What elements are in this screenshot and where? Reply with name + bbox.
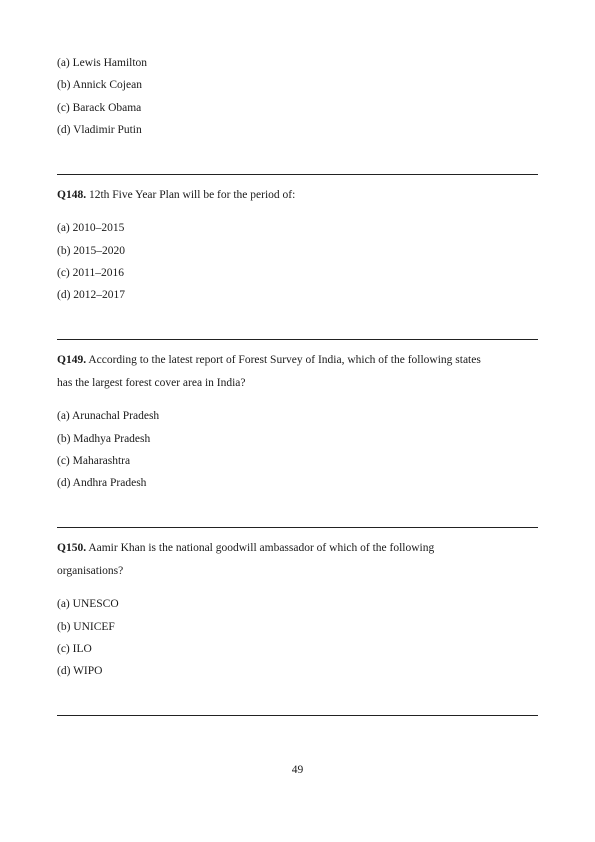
q148-option-c: (c) 2011–2016 bbox=[57, 267, 124, 279]
question-150 bbox=[57, 541, 434, 555]
q149-option-c: (c) Maharashtra bbox=[57, 455, 131, 467]
q150-option-c: (c) ILO bbox=[57, 643, 92, 655]
q150-option-d: (d) WIPO bbox=[57, 665, 103, 677]
page-number: 49 bbox=[291, 764, 304, 776]
q150-option-b: (b) UNICEF bbox=[57, 621, 115, 633]
divider-rule bbox=[57, 174, 538, 175]
question-number: Q148. bbox=[57, 189, 87, 201]
q149-option-a: (a) Arunachal Pradesh bbox=[57, 410, 160, 422]
question-148 bbox=[57, 188, 295, 202]
prev-option-c: (c) Barack Obama bbox=[57, 102, 142, 114]
divider-rule bbox=[57, 715, 538, 716]
question-text: Aamir Khan is the national goodwill ambassador of which of the following bbox=[88, 542, 435, 554]
prev-option-a: (a) Lewis Hamilton bbox=[57, 57, 148, 69]
q150-option-a: (a) UNESCO bbox=[57, 598, 119, 610]
prev-option-b: (b) Annick Cojean bbox=[57, 79, 142, 91]
q149-option-b: (b) Madhya Pradesh bbox=[57, 433, 151, 445]
divider-rule bbox=[57, 527, 538, 528]
q148-option-a: (a) 2010–2015 bbox=[57, 222, 125, 234]
prev-option-d: (d) Vladimir Putin bbox=[57, 124, 142, 136]
question-number: Q149. bbox=[57, 354, 87, 366]
question-149 bbox=[57, 353, 481, 367]
question-text-line2: has the largest forest cover area in India? bbox=[57, 377, 246, 389]
question-text: 12th Five Year Plan will be for the period of: bbox=[88, 189, 296, 201]
divider-rule bbox=[57, 339, 538, 340]
q148-option-d: (d) 2012–2017 bbox=[57, 289, 126, 301]
question-number: Q150. bbox=[57, 542, 87, 554]
q149-option-d: (d) Andhra Pradesh bbox=[57, 477, 147, 489]
question-text-line2: organisations? bbox=[57, 565, 124, 577]
question-text: According to the latest report of Forest Survey of India, which of the following states bbox=[88, 354, 481, 366]
q148-option-b: (b) 2015–2020 bbox=[57, 245, 126, 257]
